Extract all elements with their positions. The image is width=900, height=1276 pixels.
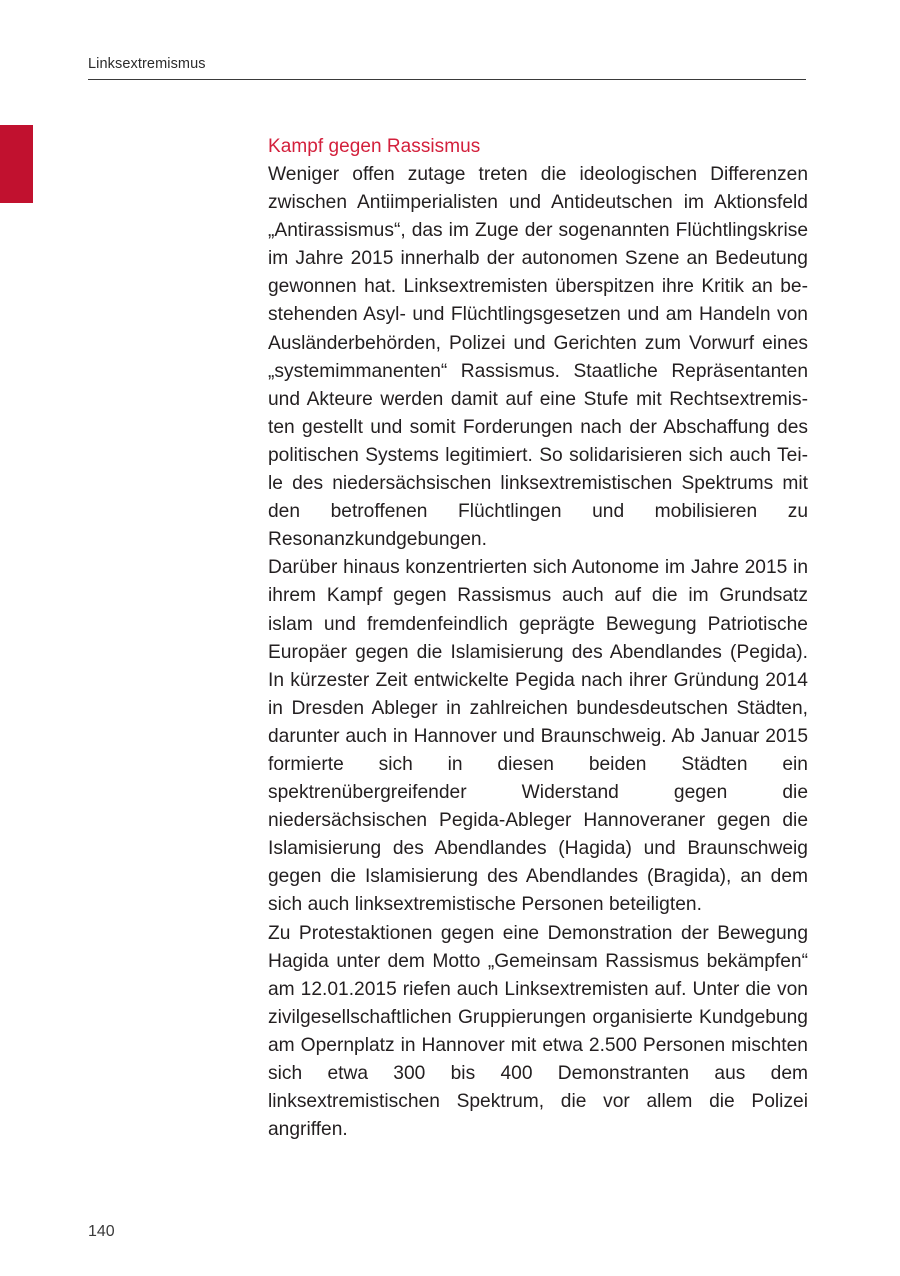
header-rule	[88, 79, 806, 80]
chapter-thumb-tab	[0, 125, 33, 203]
running-header	[88, 55, 806, 73]
page-number: 140	[88, 1223, 115, 1240]
main-text-column	[268, 133, 808, 1144]
body-paragraph-3: Zu Protestaktionen gegen eine Demonstration der Bewegung Hagida unter dem Motto „Gemeinsam Rassismus bekämpfen“ am 12.01.2015 riefen auch Linksextremisten auf. Unter die von zivilgesellschaftlichen Gruppierungen organisierte Kundgebung am Opernplatz in Hannover mit etwa 2.500 Personen mischten sich etwa 300 bis 400 Demonstranten aus dem linksextremistischen Spektrum, die vor allem die Polizei angriffen.	[268, 922, 808, 1141]
body-paragraph-2: Darüber hinaus konzentrierten sich Autonome im Jahre 2015 in ihrem Kampf gegen Rassismus auch auf die im Grundsatz islam und fremdenfeindlich geprägte Bewegung Patriotische Europäer gegen die Islamisierung des Abendlandes (Pegida). In kürzester Zeit entwickelte Pegida nach ihrer Gründung 2014 in Dresden Ableger in zahlreichen bundesdeutschen Städten, darunter auch in Hannover und Braunschweig. Ab Januar 2015 formierte sich in diesen beiden Städten ein spektrenübergreifender Widerstand gegen die niedersächsischen Pegida-Ableger Hannoveraner gegen die Islamisierung des Abendlandes (Hagida) und Braunschweig gegen die Islamisierung des Abendlandes (Bragida), an dem sich auch linksextremistische Personen beteiligten.	[268, 557, 808, 916]
running-header-title: Linksextremismus	[88, 56, 206, 72]
body-paragraph-1: Weniger offen zutage treten die ideologischen Differenzen zwischen Antiimperialisten und Antideutschen im Aktionsfeld „Antirassismus“, das im Zuge der sogenannten Flüchtlingskrise im Jahre 2015 innerhalb der autonomen Szene an Bedeutung gewonnen hat. Linksextremisten überspitzen ihre Kritik an bestehenden Asyl- und Flüchtlingsgesetzen und am Handeln von Ausländerbehörden, Polizei und Gerichten zum Vorwurf eines „systemimmanenten“ Rassismus. Staatliche Repräsentanten und Akteure werden damit auf eine Stufe mit Rechtsextremisten gestellt und somit Forderungen nach der Abschaffung des politischen Systems legitimiert. So solidarisieren sich auch Teile des niedersächsischen linksextremistischen Spektrums mit den betroffenen Flüchtlingen und mobilisieren zu Resonanzkundgebungen.	[268, 164, 808, 551]
section-heading: Kampf gegen Rassismus	[268, 136, 481, 157]
